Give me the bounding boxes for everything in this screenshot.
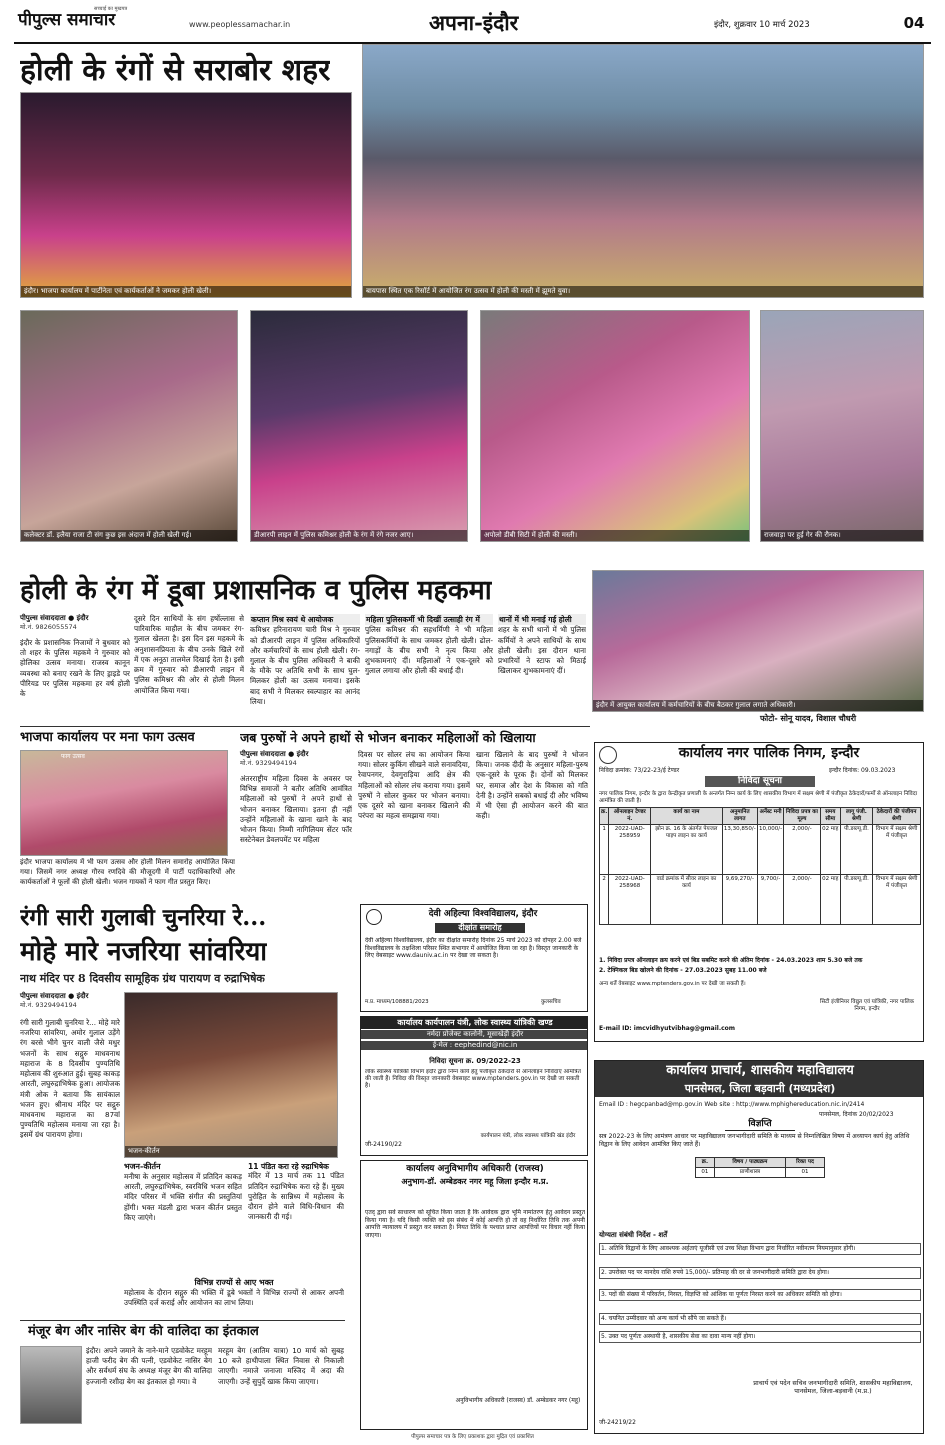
byline-city: इंदौर xyxy=(296,750,309,758)
story3-text: इंदौर भाजपा कार्यालय में भी फाग उत्सव और होली मिलन समारोह आयोजित किया गया। जिसमें नगर अध्यक्ष गौरव रणदिवे की मौजूदगी में पार्टी पदाधिकारियों और कार्यकर्ताओं ने फूलों की होली खेली। भजन गायकों ने फाग गीत प्रस्तुत किए। xyxy=(20,858,235,886)
table-header: विषय / पाठ्यक्रम xyxy=(714,1158,785,1168)
table-cell: 1 xyxy=(600,824,609,874)
subhead: कप्तान मिश्र स्वयं थे आयोजक xyxy=(250,614,360,625)
ad-college xyxy=(594,1060,924,1434)
section-title: अपना-इंदौर xyxy=(429,10,519,35)
photo-caption: अपोलो डीबी सिटी में होली की मस्ती। xyxy=(481,530,749,541)
photo-caption: डीआरपी लाइन में पुलिस कमिश्नर होली के रंग में रंगे नजर आए। xyxy=(251,530,467,541)
table-cell: 2022-UAD-258959 xyxy=(609,824,651,874)
story4-col1: अंतरराष्ट्रीय महिला दिवस के अवसर पर विभिन्न समाजों ने बतौर अतिथि आमंत्रित महिलाओं को पुरुषों ने अपने हाथों से भोजन बनाकर खिलाया। इतना ही नहीं उन्होंने महिलाओं के खाना खाने के बाद भोजन किया। निम्मी नागिलियम सेंटर फॉर सस्टेनेबल डेवलपमेंट पर महिला xyxy=(240,774,352,845)
story5-col1: रंगी सारी गुलाबी चुनरिया रे... मोहे मारे नजरिया सांवरिया, अमोर गुलाल उड़ेंगे रंग बरसे भीगे चुनर वाली जैसे मधुर भजनों के साथ सद्गुरु माधवनाथ महाराज के 8 दिवसीय पुण्यतिथि महोत्सव की शुरुआत हुई। सुबह काकड़ आरती, लघुरुद्राभिषेक हुआ। आयोजक मंत्री ओक ने बताया कि सायंकाल भजन हुए। श्रीनाथ मंदिर पर सद्गुरु माधवनाथ महाराज का 87वां पुण्यतिथि महोत्सव मनाया जा रहा है। इसमें ग्रंथ पारायण होगा। xyxy=(20,1018,120,1140)
ad-text: देवी अहिल्या विश्वविद्यालय, इंदौर का दीक्षांत समारोह दिनांक 25 मार्च 2023 को दोपहर 2.00 बजे विश्वविद्यालय के तक्षशिला परिसर स्थित सभागार में आयोजित किया जा रहा है। विस्तृत जानकारी के लिए वेबसाइट www.dauniv.ac.in पर देखा जा सकता है। xyxy=(365,937,582,959)
table-header: क्र. xyxy=(696,1158,715,1168)
table-row xyxy=(696,1167,825,1177)
table-cell: 10,000/- xyxy=(758,824,784,874)
ad-subtitle: दीक्षांत समारोह xyxy=(435,923,525,933)
story5-col2 xyxy=(124,1162,242,1272)
ad-date-2: 2. टेक्निकल बिड खोलने की दिनांक - 27.03.2023 सुबह 11.00 बजे xyxy=(599,967,767,974)
story1-photo-3 xyxy=(20,310,238,542)
subtext: मनीषा के अनुसार महोत्सव में प्रतिदिन काकड़ आरती, लघुरुद्राभिषेक, स्वरविधि भजन सहित मंदिर परिसर में भक्ति संगीत की प्रस्तुतियां होंगी। भक्त मंडली द्वारा भजन कीर्तन प्रस्तुत किए जाएंगे। xyxy=(124,1172,242,1222)
story4-col3: खाना खिलाने के बाद पुरुषों ने भोजन किया। जनक दीदी के अनुसार महिला-पुरुष एक-दूसरे के पूरक हैं। दोनों को मिलकर घर, समाज और देश के विकास को गति देनी है। उन्होंने सबको बधाई दी और भविष्य में भी ऐसा ही आयोजन करने की बात कही। xyxy=(476,750,588,821)
story2-col1: इंदौर के प्रशासनिक निजामों ने बुधवार को तो शहर के पुलिस महकमे ने गुरुवार को होलिका उत्सव मनाया। राजस्व कानून व्यवस्था को बनाए रखने के लिए ड्राइडे पर पीरियड पर पुलिस महकमा हर वर्ष होली के xyxy=(20,638,130,699)
story6-headline: मंजूर बेग और नासिर बेग की वालिदा का इंतकाल xyxy=(28,1324,259,1339)
ad-date: इन्दौर दिनांक: 09.03.2023 xyxy=(829,767,896,774)
story1-photo-2 xyxy=(362,44,924,298)
story6-col1: इंदौर। अपने जमाने के नाने-माने एडवोकेट मरहूम हाजी फरीद बेग की पत्नी, एडवोकेट नासिर बेग और सर्वधर्म संघ के अध्यक्ष मंजूर बेग की वालिदा हज्जानी रशीदा बेग का इंतकाल हो गया। वे xyxy=(86,1346,212,1386)
story5-col3 xyxy=(248,1162,344,1271)
ad-signature: सिटी इंजीनियर विद्युत एवं यांत्रिकी, नगर पालिक निगम, इन्दौर xyxy=(820,999,914,1012)
table-cell: वार्ड क्रमांक में सीवर लाइन का कार्य xyxy=(651,874,722,924)
divider xyxy=(20,726,590,727)
table-cell: 2022-UAD-258968 xyxy=(609,874,651,924)
ad-subtitle: अनुभाग-डॉ. अम्बेडकर नगर महू जिला इन्दौर म.प्र. xyxy=(401,1177,549,1186)
ad-email: Email ID : hegcpanbad@mp.gov.in Web site : http://www.mphighereducation.nic.in/2414 xyxy=(599,1101,865,1108)
ad-signature: अनुविभागीय अधिकारी (राजस्व) डॉ. अम्बेडकर नगर (महू) xyxy=(455,1397,581,1404)
story2-sub2 xyxy=(365,614,493,715)
university-emblem-icon xyxy=(366,909,382,925)
story5-sub xyxy=(124,1278,344,1318)
ad-date-1: 1. निविदा प्रपत्र ऑनलाइन क्रय करने एवं बिड सबमिट करने की अंतिम दिनांक - 24.03.2023 शाम 5.30 बजे तक xyxy=(599,957,863,964)
condition-item: 1. अतिथि विद्वानों के लिए आवश्यक अर्हताएं यूजीसी एवं उच्च शिक्षा विभाग द्वारा निर्धारित नवीनतम नियमानुसार होंगी। xyxy=(599,1243,921,1255)
conditions-heading: योग्यता संबंधी निर्देश - शर्तें xyxy=(599,1231,668,1239)
masthead-url: www.peoplessamachar.in xyxy=(189,20,291,29)
table-cell: 2,000/- xyxy=(784,824,821,874)
byline-phone: मो.नं. 9826055574 xyxy=(20,622,77,631)
byline-phone: मो.नं. 9329494194 xyxy=(240,758,297,767)
condition-item: 2. उपरोक्त पद पर मानदेय राशि रुपये 15,000/- प्रतिमाह की दर से जनभागीदारी समिति द्वारा देय होगा। xyxy=(599,1267,921,1279)
subtext: पुलिस कमिश्नर की सहधर्मिणी ने भी महिला पुलिसकर्मियों के साथ जमकर होली खेली। ढोल-नगाड़ों के बीच सभी ने नृत्य किया और शुभकामनाएं दीं। महिलाओं ने एक-दूसरे को गुलाल लगाया और होली की बधाई दी। xyxy=(365,625,493,676)
photo-caption: इंदौर। भाजपा कार्यालय में पार्टीनेता एवं कार्यकर्ताओं ने जमकर होली खेली। xyxy=(21,286,351,297)
ad-notice: विज्ञप्ति xyxy=(725,1119,795,1131)
photo-label: फाग उत्सव xyxy=(61,753,85,760)
byline-city: इंदौर xyxy=(76,992,89,1000)
ad-ref: निविदा क्रमांक: 73/22-23/ई टेण्डर xyxy=(599,767,680,774)
table-header: अर्नेस्ट मनी xyxy=(758,808,784,825)
table-cell: पी.डब्ल्यू.डी. xyxy=(840,824,872,874)
story3-headline: भाजपा कार्यालय पर मना फाग उत्सव xyxy=(20,730,195,745)
masthead-logo: पीपुल्स समाचार xyxy=(18,10,116,30)
subhead: भजन-कीर्तन xyxy=(124,1162,161,1171)
ad-title: देवी अहिल्या विश्वविद्यालय, इंदौर xyxy=(428,909,538,919)
table-header: ऑनलाइन टेण्डर नं. xyxy=(609,808,651,825)
ad-text: एतद् द्वारा सर्व साधारण को सूचित किया जाता है कि आवेदक द्वारा भूमि नामांतरण हेतु आवेदन प्रस्तुत किया गया है। यदि किसी व्यक्ति को इस संबंध में कोई आपत्ति हो तो वह निर्धारित तिथि तक अपनी आपत्ति न्यायालय में प्रस्तुत कर सकता है। नियत तिथि के पश्चात प्राप्त आपत्तियों पर विचार नहीं किया जाएगा। xyxy=(365,1209,585,1239)
vacancy-table xyxy=(695,1157,825,1178)
table-header: लागू पंजी. श्रेणी xyxy=(840,808,872,825)
subhead: महिला पुलिसकर्मी भी दिखीं उत्साही रंग में xyxy=(365,614,493,625)
tender-table xyxy=(599,807,921,925)
ad-title-2: पानसेमल, जिला बड़वानी (मध्यप्रदेश) xyxy=(595,1081,924,1097)
ad-title: कार्यालय अनुविभागीय अधिकारी (राजस्व) xyxy=(406,1164,544,1174)
byline-name: पीपुल्स संवाददाता xyxy=(240,750,286,758)
story5-subhead: नाथ मंदिर पर 8 दिवसीय सामूहिक ग्रंथ पारायण व रुद्राभिषेक xyxy=(20,972,265,985)
ad-ref: म.प्र. माध्यम/108881/2023 xyxy=(365,999,429,1005)
ad-ref: जी-24190/22 xyxy=(365,1141,402,1148)
subhead: 11 पंडित करा रहे रुद्राभिषेक xyxy=(248,1162,329,1171)
subhead: थानों में भी मनाई गई होली xyxy=(498,614,586,625)
story5-photo xyxy=(124,992,338,1158)
ad-signature: कार्यपालन यंत्री, लोक स्वास्थ्य यांत्रिकी खंड इंदौर xyxy=(480,1133,576,1139)
page-number: 04 xyxy=(898,8,930,38)
footer-imprint: पीपुल्स समाचार पत्र के लिए प्रकाशक द्वारा मुद्रित एवं प्रकाशित xyxy=(411,1434,534,1440)
ad-text: सत्र 2022-23 के लिए आमंत्रण आधार पर महाविद्यालय जनभागीदारी समिति के माध्यम से निम्नलिखित विषय में अध्यापन कार्य हेतु अतिथि विद्वान के लिए आवेदन आमंत्रित किए जाते हैं। xyxy=(599,1133,910,1148)
story4-col2: दिवस पर सोलर लंच का आयोजन किया गया। सोलर कुकिंग सीखने वाले सनावदिया, रेवापनगर, देवगुराड़िया आदि क्षेत्र की महिलाओं को सोलर लंच कराया गया। इसमें पुरुषों ने सोलर कुकर पर भोजन बनाया। एक दूसरे को खाना बनाकर खिलाने की परंपरा का महत्व समझाया गया। xyxy=(358,750,470,821)
story6-portrait xyxy=(20,1346,82,1424)
table-cell: 02 माह xyxy=(820,824,840,874)
byline-phone: मो.नं. 9329494194 xyxy=(20,1000,77,1009)
ad-notice: निविदा सूचना क्र. 09/2022-23 xyxy=(429,1057,521,1065)
ad-nagar-nigam xyxy=(594,742,924,1042)
subhead: विभिन्न राज्यों से आए भक्त xyxy=(194,1278,274,1287)
dateline: इंदौर, शुक्रवार 10 मार्च 2023 xyxy=(714,20,810,30)
ad-notice: निविदा सूचना xyxy=(705,776,815,787)
ad-signature: कुलसचिव xyxy=(541,999,561,1005)
ad-title: कार्यालय कार्यपालन यंत्री, लोक स्वास्थ्य यांत्रिकी खण्ड xyxy=(361,1017,588,1029)
table-row xyxy=(600,874,921,924)
subtext: कमिश्नर हरिनारायण चारी मिश्र ने गुरुवार को डीआरपी लाइन में पुलिस अधिकारियों और कर्मचारियों के साथ होली खेली। रंग-गुलाल के बीच पुलिस अधिकारी ने बाकी के मौके पर अतिथि सभी के साथ घुल-मिलकर होली का उत्सव मनाया। इसके बाद सभी ने मिलकर स्वल्पाहार का आनंद लिया। xyxy=(250,625,360,706)
table-header: अनुमानित लागत xyxy=(722,808,757,825)
story1-headline: होली के रंगों से सराबोर शहर xyxy=(20,53,331,88)
table-header: क्र. xyxy=(600,808,609,825)
subtext: महोत्सव के दौरान सद्गुरु की भक्ति में डूबे भक्तों ने विभिन्न राज्यों से आकर अपनी उपस्थिति दर्ज कराई और आयोजन का लाभ लिया। xyxy=(124,1288,344,1308)
table-cell: विभाग में सक्षम श्रेणी में पंजीकृत xyxy=(873,824,921,874)
byline-name: पीपुल्स संवाददाता xyxy=(20,992,66,1000)
table-cell: पी.डब्ल्यू.डी. xyxy=(840,874,872,924)
ad-text: लोक स्वास्थ्य यांत्रिकी विभाग इंदौर द्वारा निम्न कार्य हेतु पंजीकृत ठेकेदारों से ऑनलाइन निविदाएं आमंत्रित की जाती हैं। निविदा की विस्तृत जानकारी वेबसाइट www.mptenders.gov.in पर देखी जा सकती है। xyxy=(365,1069,581,1090)
ad-title: कार्यालय प्राचार्य, शासकीय महाविद्यालय xyxy=(595,1061,924,1081)
subtext: मंदिर में 13 मार्च तक 11 पंडित प्रतिदिन रुद्राभिषेक करा रहे हैं। मुख्य पुरोहित के सान्निध्य में महोत्सव के दौरान होने वाले विधि-विधान की जानकारी दी गई। xyxy=(248,1171,344,1222)
byline-name: पीपुल्स संवाददाता xyxy=(20,614,66,622)
table-header: समय सीमा xyxy=(820,808,840,825)
story5-headline1: रंगी सारी गुलाबी चुनरिया रे... xyxy=(20,904,267,931)
ad-title: कार्यालय नगर पालिक निगम, इन्दौर xyxy=(678,745,860,761)
table-cell: 2,000/- xyxy=(784,874,821,924)
condition-item: 4. चयनित उम्मीदवार को अन्य कार्य भी सौंपे जा सकते हैं। xyxy=(599,1313,921,1325)
emblem-icon xyxy=(599,746,617,764)
story1-photo-4 xyxy=(250,310,468,542)
table-cell: 9,69,270/- xyxy=(722,874,757,924)
photo-caption: राजवाड़ा पर हुई गेर की रौनक। xyxy=(761,530,923,541)
table-cell: 01 xyxy=(786,1167,825,1177)
photo-caption: इंदौर में आयुक्त कार्यालय में कर्मचारियों के बीच बैठकर गुलाल लगाते अधिकारी। xyxy=(593,700,923,711)
divider xyxy=(20,1320,345,1321)
ad-intro: नगर पालिक निगम, इन्दौर के द्वारा केन्द्रीकृत प्रणाली के अन्तर्गत निम्न कार्य के लिए शासकीय विभाग में सक्षम श्रेणी में पंजीकृत ठेकेदारों/फर्मों से ऑनलाइन निविदा आमंत्रित की जाती है। xyxy=(599,791,918,804)
table-row xyxy=(600,824,921,874)
ad-sdm xyxy=(360,1160,588,1430)
condition-item: 3. पदों की संख्या में परिवर्तन, निरस्त, विज्ञप्ति को आंशिक या पूर्णतः निरस्त करने का अधिकार समिति को होगा। xyxy=(599,1289,921,1301)
byline-city: इंदौर xyxy=(76,614,89,622)
table-cell: झोन क्र. 16 के अंतर्गत पेयजल पाइप लाइन का कार्य xyxy=(651,824,722,874)
ad-ref: जी-24219/22 xyxy=(599,1419,636,1426)
story2-headline: होली के रंग में डूबा प्रशासनिक व पुलिस महकमा xyxy=(20,575,492,606)
condition-item: 5. उक्त पद पूर्णतः अस्थायी है, शासकीय सेवा का दावा मान्य नहीं होगा। xyxy=(599,1331,921,1343)
story2-col2: दूसरे दिन साथियों के संग हर्षोल्लास से पारिवारिक माहौल के बीच जमकर रंग-गुलाल खेलता है। इस दिन इस महकमे के अनुशासनप्रियता के बीच उनके खिले रंगों में एक अनूठा तालमेल दिखाई देता है। इसी क्रम में गुरुवार को डीआरपी लाइन में पुलिस कमिश्नर की ओर से होली मिलन आयोजित किया गया। xyxy=(134,614,244,695)
story4-byline: पीपुल्स संवाददाता ● इंदौर मो.नं. 9329494194 xyxy=(240,750,350,767)
table-cell: 01 xyxy=(696,1167,715,1177)
story3-photo xyxy=(20,750,228,856)
table-cell: 02 माह xyxy=(820,874,840,924)
story2-photo xyxy=(592,570,924,712)
ad-signature: प्राचार्य एवं पदेन सचिव जनभागीदारी समिति, शासकीय महाविद्यालय, पानसेमल, जिला-बड़वानी (म.प्र.) xyxy=(753,1379,913,1396)
story1-photo-5 xyxy=(480,310,750,542)
story2-sub1 xyxy=(250,614,360,715)
story1-photo-1 xyxy=(20,92,352,298)
ad-phe xyxy=(360,1016,588,1156)
table-header: कार्य का नाम xyxy=(651,808,722,825)
table-header: रिक्त पद xyxy=(786,1158,825,1168)
table-cell: 9,700/- xyxy=(758,874,784,924)
table-cell: प्राणीशास्त्र xyxy=(714,1167,785,1177)
ad-subtitle: नर्मदा प्रोजेक्ट कालोनी, मूसाखेड़ी इंदौर xyxy=(361,1030,588,1039)
story2-byline: पीपुल्स संवाददाता ● इंदौर मो.नं. 9826055574 xyxy=(20,614,130,631)
story6-col2: मरहूम बेग (आतिम यात्रा) 10 मार्च को सुबह 10 बजे हाथीपाला स्थित निवास से निकाली जाएगी। नमाजे जनाजा मस्जिद में अदा की जाएगी। उन्हें सुपुर्दे खाक किया जाएगा। xyxy=(218,1346,344,1386)
table-header: ठेकेदारों की पंजीयन श्रेणी xyxy=(873,808,921,825)
ad-davv xyxy=(360,904,588,1012)
ad-date: पानसेमल, दिनांक 20/02/2023 xyxy=(819,1111,894,1118)
photo-caption: बायपास स्थित एक रिसॉर्ट में आयोजित रंग उत्सव में होली की मस्ती में झूमते युवा। xyxy=(363,286,923,297)
story2-sub3 xyxy=(498,614,586,715)
table-cell: विभाग में सक्षम श्रेणी में पंजीकृत xyxy=(873,874,921,924)
photo-credit: फोटो- सोनू यादव, विशाल चौधरी xyxy=(760,714,857,723)
story5-headline2: मोहे मारे नजरिया सांवरिया xyxy=(20,937,268,967)
story1-photo-6 xyxy=(760,310,924,542)
ad-email: E-mail ID: imcvidhyutvibhag@gmail.com xyxy=(599,1025,736,1032)
story4-headline: जब पुरुषों ने अपने हाथों से भोजन बनाकर महिलाओं को खिलाया xyxy=(240,730,536,745)
subtext: शहर के सभी थानों में भी पुलिस कर्मियों ने अपने साथियों के साथ होली खेली। इस दौरान थाना प्रभारियों ने स्टाफ को मिठाई खिलाकर शुभकामनाएं दीं। xyxy=(498,625,586,676)
photo-caption: भजन-कीर्तन xyxy=(125,1146,337,1157)
masthead xyxy=(14,8,931,44)
masthead-tagline: सच्चाई का मुखपत्र xyxy=(94,6,128,12)
table-cell: 2 xyxy=(600,874,609,924)
ad-terms: अन्य शर्तें वेबसाइट www.mptenders.gov.in पर देखी जा सकती हैं। xyxy=(599,981,746,987)
photo-caption: कलेक्टर डॉ. इलैया राजा टी संग कुछ इस अंदाज में होली खेली गई। xyxy=(21,530,237,541)
story5-byline: पीपुल्स संवाददाता ● इंदौर मो.नं. 9329494194 xyxy=(20,992,130,1009)
table-header: निविदा प्रपत्र का मूल्य xyxy=(784,808,821,825)
table-cell: 13,30,850/- xyxy=(722,824,757,874)
ad-email: ई-मेल : eephedind@nic.in xyxy=(361,1041,588,1050)
